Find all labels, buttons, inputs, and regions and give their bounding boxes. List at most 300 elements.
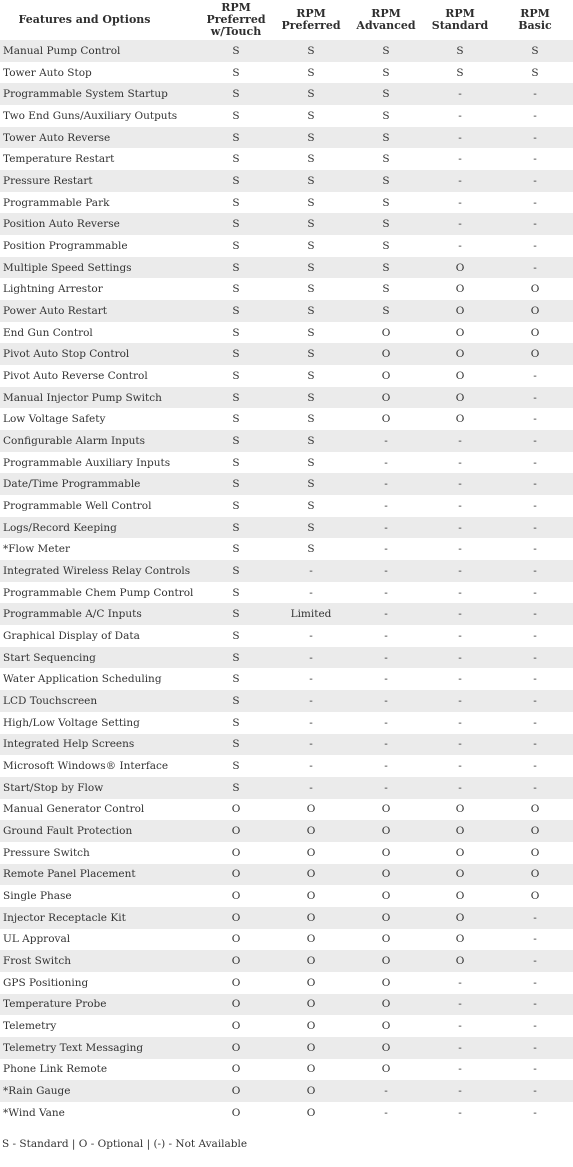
table-row: [0, 712, 573, 734]
feature-name-cell: Integrated Help Screens: [0, 734, 199, 756]
table-row: [0, 105, 573, 127]
cell-rpm-preferred: S: [273, 235, 349, 257]
cell-rpm-basic: -: [497, 668, 573, 690]
table-row: [0, 452, 573, 474]
cell-rpm-basic: -: [497, 712, 573, 734]
header-rpm-basic: RPM Basic: [518, 7, 552, 32]
table-body: [0, 40, 573, 1124]
table-row: [0, 278, 573, 300]
table-row: [0, 560, 573, 582]
header-rpm-standard: RPM Standard: [431, 7, 489, 32]
cell-rpm-advanced: -: [349, 777, 423, 799]
cell-rpm-preferred: S: [273, 538, 349, 560]
cell-rpm-advanced: S: [349, 192, 423, 214]
cell-rpm-basic: -: [497, 387, 573, 409]
cell-rpm-advanced: -: [349, 647, 423, 669]
cell-rpm-advanced: -: [349, 690, 423, 712]
cell-rpm-preferred: S: [273, 40, 349, 62]
feature-name-cell: Manual Generator Control: [0, 799, 199, 821]
cell-rpm-standard: O: [423, 365, 497, 387]
cell-rpm-basic: -: [497, 105, 573, 127]
cell-rpm-preferred-touch: S: [199, 148, 273, 170]
cell-rpm-preferred: S: [273, 387, 349, 409]
cell-rpm-preferred-touch: S: [199, 257, 273, 279]
cell-rpm-preferred-touch: S: [199, 343, 273, 365]
cell-rpm-advanced: -: [349, 1080, 423, 1102]
feature-name-cell: Tower Auto Stop: [0, 62, 199, 84]
cell-rpm-basic: O: [497, 278, 573, 300]
feature-name-cell: *Flow Meter: [0, 538, 199, 560]
header-rpm-preferred: RPM Preferred: [281, 7, 341, 32]
feature-name-cell: Telemetry Text Messaging: [0, 1037, 199, 1059]
cell-rpm-preferred-touch: O: [199, 1059, 273, 1081]
cell-rpm-preferred: O: [273, 1102, 349, 1124]
cell-rpm-standard: -: [423, 1015, 497, 1037]
table-row: [0, 603, 573, 625]
cell-rpm-preferred-touch: S: [199, 668, 273, 690]
feature-name-cell: Position Programmable: [0, 235, 199, 257]
cell-rpm-basic: -: [497, 538, 573, 560]
cell-rpm-basic: -: [497, 929, 573, 951]
feature-name-cell: Telemetry: [0, 1015, 199, 1037]
feature-name-cell: Programmable Park: [0, 192, 199, 214]
feature-name-cell: Lightning Arrestor: [0, 278, 199, 300]
cell-rpm-preferred-touch: S: [199, 625, 273, 647]
table-row: [0, 430, 573, 452]
cell-rpm-preferred-touch: S: [199, 83, 273, 105]
cell-rpm-preferred: O: [273, 1059, 349, 1081]
cell-rpm-standard: O: [423, 929, 497, 951]
cell-rpm-standard: -: [423, 105, 497, 127]
cell-rpm-basic: -: [497, 755, 573, 777]
cell-rpm-preferred: S: [273, 83, 349, 105]
cell-rpm-basic: -: [497, 972, 573, 994]
cell-rpm-advanced: O: [349, 864, 423, 886]
cell-rpm-preferred: -: [273, 668, 349, 690]
cell-rpm-basic: -: [497, 625, 573, 647]
feature-name-cell: Remote Panel Placement: [0, 864, 199, 886]
cell-rpm-basic: O: [497, 799, 573, 821]
cell-rpm-advanced: O: [349, 929, 423, 951]
cell-rpm-standard: O: [423, 322, 497, 344]
cell-rpm-standard: -: [423, 668, 497, 690]
feature-name-cell: *Rain Gauge: [0, 1080, 199, 1102]
table-row: [0, 820, 573, 842]
cell-rpm-preferred-touch: S: [199, 213, 273, 235]
cell-rpm-basic: -: [497, 1102, 573, 1124]
cell-rpm-standard: -: [423, 517, 497, 539]
feature-name-cell: Programmable Well Control: [0, 495, 199, 517]
cell-rpm-preferred-touch: O: [199, 1080, 273, 1102]
cell-rpm-preferred: O: [273, 885, 349, 907]
feature-name-cell: GPS Positioning: [0, 972, 199, 994]
cell-rpm-basic: -: [497, 235, 573, 257]
cell-rpm-preferred: S: [273, 495, 349, 517]
table-row: [0, 734, 573, 756]
cell-rpm-advanced: -: [349, 538, 423, 560]
cell-rpm-basic: -: [497, 647, 573, 669]
cell-rpm-preferred-touch: S: [199, 712, 273, 734]
cell-rpm-advanced: S: [349, 170, 423, 192]
cell-rpm-preferred-touch: S: [199, 365, 273, 387]
cell-rpm-advanced: O: [349, 408, 423, 430]
cell-rpm-standard: O: [423, 950, 497, 972]
cell-rpm-preferred-touch: O: [199, 907, 273, 929]
table-row: [0, 907, 573, 929]
table-row: [0, 257, 573, 279]
table-row: [0, 582, 573, 604]
cell-rpm-standard: -: [423, 1037, 497, 1059]
cell-rpm-basic: -: [497, 1015, 573, 1037]
table-row: [0, 929, 573, 951]
feature-name-cell: Graphical Display of Data: [0, 625, 199, 647]
table-row: [0, 473, 573, 495]
cell-rpm-advanced: S: [349, 148, 423, 170]
feature-name-cell: Pivot Auto Reverse Control: [0, 365, 199, 387]
cell-rpm-preferred: O: [273, 1080, 349, 1102]
feature-name-cell: Configurable Alarm Inputs: [0, 430, 199, 452]
table-row: [0, 994, 573, 1016]
feature-name-cell: LCD Touchscreen: [0, 690, 199, 712]
cell-rpm-preferred-touch: O: [199, 972, 273, 994]
cell-rpm-standard: -: [423, 647, 497, 669]
cell-rpm-preferred-touch: S: [199, 603, 273, 625]
table-row: [0, 148, 573, 170]
cell-rpm-basic: -: [497, 192, 573, 214]
feature-name-cell: Power Auto Restart: [0, 300, 199, 322]
cell-rpm-basic: -: [497, 994, 573, 1016]
cell-rpm-basic: O: [497, 322, 573, 344]
table-row: [0, 1102, 573, 1124]
cell-rpm-preferred: S: [273, 278, 349, 300]
cell-rpm-standard: O: [423, 907, 497, 929]
cell-rpm-preferred: -: [273, 755, 349, 777]
cell-rpm-preferred: S: [273, 517, 349, 539]
table-row: [0, 1037, 573, 1059]
cell-rpm-advanced: S: [349, 83, 423, 105]
cell-rpm-preferred-touch: S: [199, 322, 273, 344]
cell-rpm-standard: O: [423, 842, 497, 864]
cell-rpm-preferred: S: [273, 127, 349, 149]
cell-rpm-standard: O: [423, 300, 497, 322]
cell-rpm-preferred: S: [273, 192, 349, 214]
cell-rpm-standard: -: [423, 192, 497, 214]
cell-rpm-advanced: O: [349, 972, 423, 994]
cell-rpm-preferred-touch: S: [199, 452, 273, 474]
cell-rpm-basic: -: [497, 365, 573, 387]
cell-rpm-preferred-touch: S: [199, 278, 273, 300]
feature-name-cell: Microsoft Windows® Interface: [0, 755, 199, 777]
cell-rpm-advanced: -: [349, 517, 423, 539]
cell-rpm-basic: -: [497, 560, 573, 582]
cell-rpm-advanced: O: [349, 322, 423, 344]
cell-rpm-basic: -: [497, 1037, 573, 1059]
cell-rpm-advanced: S: [349, 127, 423, 149]
cell-rpm-preferred-touch: O: [199, 820, 273, 842]
cell-rpm-preferred-touch: O: [199, 1015, 273, 1037]
cell-rpm-advanced: -: [349, 473, 423, 495]
cell-rpm-preferred: O: [273, 842, 349, 864]
cell-rpm-advanced: S: [349, 235, 423, 257]
table-row: [0, 647, 573, 669]
table-row: [0, 127, 573, 149]
cell-rpm-advanced: -: [349, 603, 423, 625]
feature-name-cell: Start/Stop by Flow: [0, 777, 199, 799]
cell-rpm-preferred: O: [273, 864, 349, 886]
cell-rpm-standard: O: [423, 257, 497, 279]
cell-rpm-advanced: O: [349, 387, 423, 409]
cell-rpm-preferred: S: [273, 473, 349, 495]
cell-rpm-preferred: -: [273, 712, 349, 734]
cell-rpm-preferred: S: [273, 365, 349, 387]
feature-name-cell: *Wind Vane: [0, 1102, 199, 1124]
cell-rpm-preferred-touch: O: [199, 799, 273, 821]
cell-rpm-advanced: S: [349, 62, 423, 84]
cell-rpm-basic: O: [497, 885, 573, 907]
cell-rpm-preferred: S: [273, 257, 349, 279]
cell-rpm-preferred-touch: S: [199, 408, 273, 430]
cell-rpm-basic: O: [497, 864, 573, 886]
cell-rpm-advanced: -: [349, 1102, 423, 1124]
cell-rpm-preferred: -: [273, 690, 349, 712]
table-row: [0, 365, 573, 387]
cell-rpm-basic: -: [497, 83, 573, 105]
cell-rpm-preferred: S: [273, 430, 349, 452]
cell-rpm-standard: -: [423, 1080, 497, 1102]
table-row: [0, 690, 573, 712]
feature-name-cell: Programmable Chem Pump Control: [0, 582, 199, 604]
cell-rpm-preferred: Limited: [273, 603, 349, 625]
feature-name-cell: Pressure Switch: [0, 842, 199, 864]
cell-rpm-standard: -: [423, 148, 497, 170]
cell-rpm-standard: -: [423, 1102, 497, 1124]
cell-rpm-standard: -: [423, 1059, 497, 1081]
cell-rpm-preferred: S: [273, 170, 349, 192]
cell-rpm-standard: S: [423, 62, 497, 84]
feature-name-cell: Programmable Auxiliary Inputs: [0, 452, 199, 474]
table-row: [0, 755, 573, 777]
cell-rpm-basic: -: [497, 127, 573, 149]
cell-rpm-basic: O: [497, 820, 573, 842]
table-row: [0, 538, 573, 560]
table-row: [0, 1015, 573, 1037]
cell-rpm-standard: O: [423, 820, 497, 842]
cell-rpm-advanced: -: [349, 452, 423, 474]
cell-rpm-preferred-touch: S: [199, 40, 273, 62]
cell-rpm-basic: -: [497, 452, 573, 474]
cell-rpm-standard: -: [423, 83, 497, 105]
cell-rpm-advanced: S: [349, 40, 423, 62]
table-row: [0, 625, 573, 647]
cell-rpm-basic: -: [497, 517, 573, 539]
feature-name-cell: Integrated Wireless Relay Controls: [0, 560, 199, 582]
cell-rpm-advanced: -: [349, 755, 423, 777]
feature-name-cell: Start Sequencing: [0, 647, 199, 669]
table-row: [0, 40, 573, 62]
cell-rpm-preferred-touch: O: [199, 950, 273, 972]
table-row: [0, 495, 573, 517]
cell-rpm-standard: -: [423, 452, 497, 474]
cell-rpm-standard: -: [423, 235, 497, 257]
table-row: [0, 1080, 573, 1102]
cell-rpm-preferred-touch: S: [199, 430, 273, 452]
cell-rpm-preferred: O: [273, 972, 349, 994]
cell-rpm-advanced: -: [349, 560, 423, 582]
cell-rpm-preferred-touch: S: [199, 170, 273, 192]
cell-rpm-preferred: S: [273, 452, 349, 474]
table-row: [0, 842, 573, 864]
cell-rpm-advanced: O: [349, 343, 423, 365]
cell-rpm-preferred-touch: S: [199, 127, 273, 149]
cell-rpm-basic: O: [497, 842, 573, 864]
cell-rpm-advanced: O: [349, 799, 423, 821]
cell-rpm-advanced: O: [349, 1059, 423, 1081]
cell-rpm-advanced: -: [349, 625, 423, 647]
header-rpm-advanced: RPM Advanced: [356, 7, 416, 32]
table-row: [0, 343, 573, 365]
cell-rpm-preferred: O: [273, 994, 349, 1016]
cell-rpm-standard: -: [423, 538, 497, 560]
cell-rpm-advanced: O: [349, 994, 423, 1016]
cell-rpm-preferred: S: [273, 213, 349, 235]
table-row: [0, 864, 573, 886]
cell-rpm-preferred: O: [273, 820, 349, 842]
cell-rpm-basic: -: [497, 170, 573, 192]
cell-rpm-preferred: S: [273, 300, 349, 322]
cell-rpm-advanced: S: [349, 213, 423, 235]
cell-rpm-basic: -: [497, 603, 573, 625]
table-row: [0, 83, 573, 105]
cell-rpm-advanced: -: [349, 734, 423, 756]
cell-rpm-preferred-touch: S: [199, 192, 273, 214]
cell-rpm-preferred-touch: O: [199, 864, 273, 886]
feature-name-cell: Ground Fault Protection: [0, 820, 199, 842]
cell-rpm-preferred-touch: S: [199, 777, 273, 799]
feature-name-cell: Low Voltage Safety: [0, 408, 199, 430]
feature-name-cell: Programmable A/C Inputs: [0, 603, 199, 625]
cell-rpm-standard: -: [423, 560, 497, 582]
feature-name-cell: Tower Auto Reverse: [0, 127, 199, 149]
cell-rpm-preferred-touch: S: [199, 647, 273, 669]
feature-name-cell: End Gun Control: [0, 322, 199, 344]
cell-rpm-preferred: S: [273, 62, 349, 84]
cell-rpm-basic: -: [497, 430, 573, 452]
cell-rpm-preferred: -: [273, 647, 349, 669]
cell-rpm-preferred-touch: S: [199, 105, 273, 127]
cell-rpm-advanced: S: [349, 300, 423, 322]
table-row: [0, 668, 573, 690]
cell-rpm-standard: -: [423, 625, 497, 647]
cell-rpm-preferred-touch: S: [199, 582, 273, 604]
legend-text: S - Standard | O - Optional | (-) - Not Available: [2, 1138, 248, 1150]
cell-rpm-standard: O: [423, 408, 497, 430]
cell-rpm-standard: -: [423, 582, 497, 604]
table-row: [0, 1059, 573, 1081]
cell-rpm-preferred: O: [273, 950, 349, 972]
cell-rpm-preferred-touch: S: [199, 755, 273, 777]
table-row: [0, 799, 573, 821]
cell-rpm-preferred: -: [273, 625, 349, 647]
cell-rpm-standard: -: [423, 603, 497, 625]
cell-rpm-standard: O: [423, 387, 497, 409]
cell-rpm-basic: -: [497, 408, 573, 430]
cell-rpm-basic: S: [497, 62, 573, 84]
cell-rpm-preferred: S: [273, 105, 349, 127]
cell-rpm-basic: -: [497, 734, 573, 756]
table-row: [0, 235, 573, 257]
feature-name-cell: UL Approval: [0, 929, 199, 951]
cell-rpm-preferred: S: [273, 148, 349, 170]
cell-rpm-preferred: S: [273, 343, 349, 365]
cell-rpm-preferred-touch: S: [199, 387, 273, 409]
cell-rpm-preferred: O: [273, 907, 349, 929]
feature-name-cell: Phone Link Remote: [0, 1059, 199, 1081]
table-row: [0, 972, 573, 994]
cell-rpm-basic: -: [497, 473, 573, 495]
table-row: [0, 213, 573, 235]
cell-rpm-standard: O: [423, 343, 497, 365]
table-row: [0, 192, 573, 214]
table-row: [0, 408, 573, 430]
cell-rpm-advanced: O: [349, 1015, 423, 1037]
cell-rpm-standard: -: [423, 213, 497, 235]
cell-rpm-preferred-touch: O: [199, 929, 273, 951]
cell-rpm-basic: -: [497, 777, 573, 799]
cell-rpm-preferred-touch: S: [199, 235, 273, 257]
cell-rpm-advanced: O: [349, 885, 423, 907]
cell-rpm-basic: -: [497, 907, 573, 929]
cell-rpm-standard: -: [423, 777, 497, 799]
cell-rpm-basic: -: [497, 213, 573, 235]
header-features: Features and Options: [18, 13, 151, 26]
table-row: [0, 777, 573, 799]
cell-rpm-basic: S: [497, 40, 573, 62]
cell-rpm-preferred-touch: O: [199, 1102, 273, 1124]
cell-rpm-standard: -: [423, 712, 497, 734]
cell-rpm-preferred-touch: O: [199, 994, 273, 1016]
cell-rpm-basic: O: [497, 300, 573, 322]
cell-rpm-standard: -: [423, 755, 497, 777]
cell-rpm-preferred: O: [273, 1015, 349, 1037]
cell-rpm-preferred: -: [273, 560, 349, 582]
cell-rpm-advanced: -: [349, 712, 423, 734]
table-row: [0, 387, 573, 409]
cell-rpm-standard: -: [423, 972, 497, 994]
cell-rpm-advanced: -: [349, 582, 423, 604]
cell-rpm-advanced: O: [349, 842, 423, 864]
feature-name-cell: Single Phase: [0, 885, 199, 907]
feature-name-cell: Temperature Probe: [0, 994, 199, 1016]
table-row: [0, 62, 573, 84]
cell-rpm-basic: -: [497, 148, 573, 170]
cell-rpm-standard: -: [423, 690, 497, 712]
cell-rpm-standard: -: [423, 170, 497, 192]
cell-rpm-standard: O: [423, 885, 497, 907]
cell-rpm-basic: -: [497, 1080, 573, 1102]
feature-name-cell: Logs/Record Keeping: [0, 517, 199, 539]
table-row: [0, 950, 573, 972]
table-row: [0, 300, 573, 322]
feature-name-cell: High/Low Voltage Setting: [0, 712, 199, 734]
cell-rpm-preferred: -: [273, 777, 349, 799]
cell-rpm-advanced: O: [349, 820, 423, 842]
feature-name-cell: Pivot Auto Stop Control: [0, 343, 199, 365]
cell-rpm-advanced: O: [349, 1037, 423, 1059]
cell-rpm-preferred: O: [273, 799, 349, 821]
cell-rpm-preferred-touch: O: [199, 842, 273, 864]
cell-rpm-preferred-touch: S: [199, 538, 273, 560]
cell-rpm-preferred: -: [273, 734, 349, 756]
